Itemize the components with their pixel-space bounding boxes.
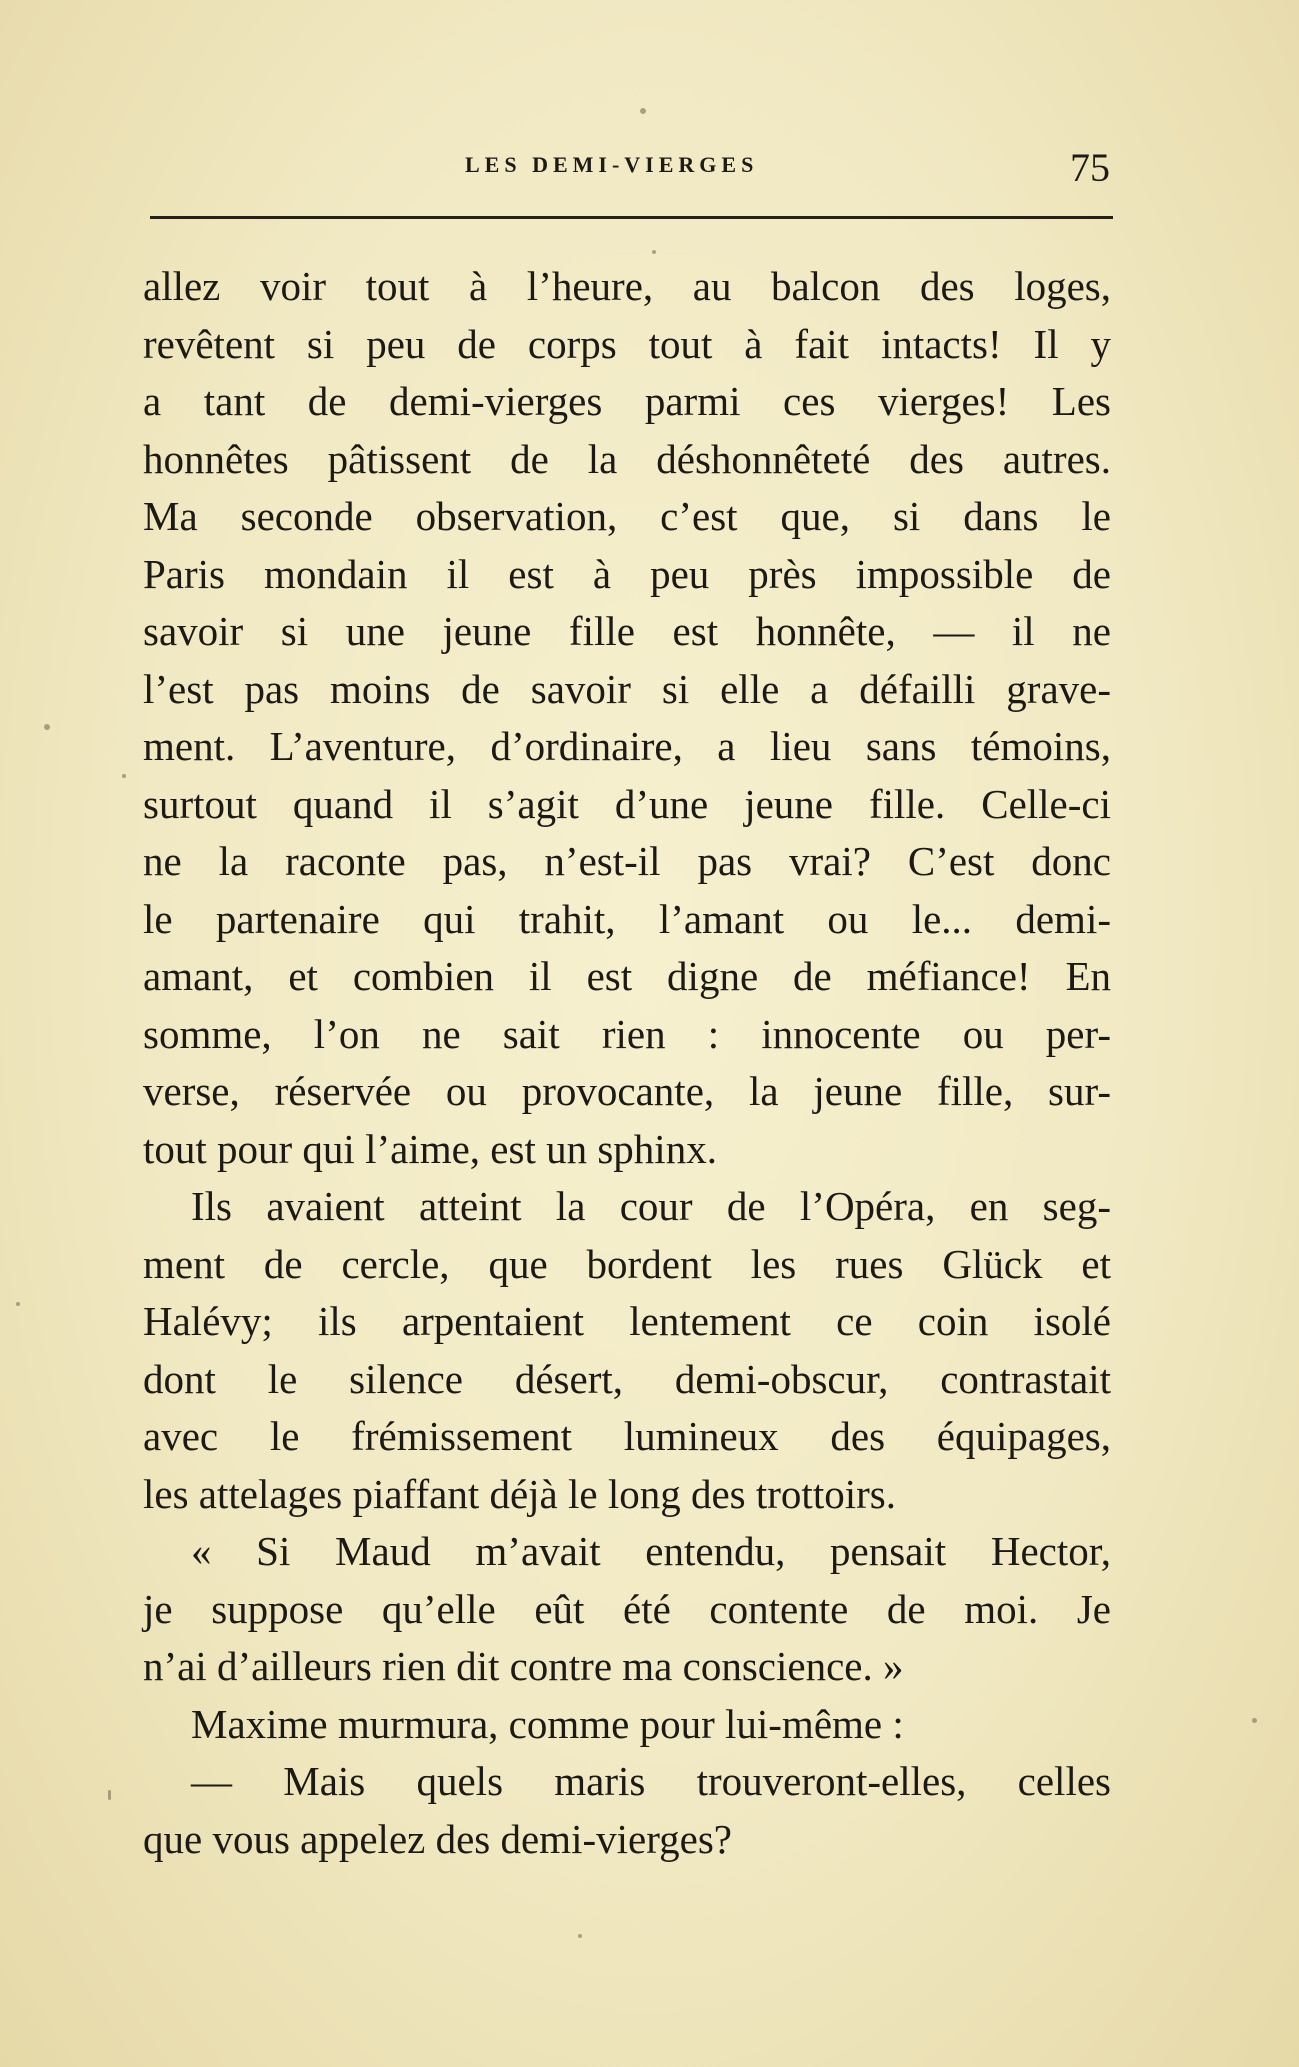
text-line: les attelages piaffant déjà le long des trottoirs.	[143, 1470, 896, 1517]
text-line: honnêtes pâtissent de la déshonnêteté des autres.	[143, 435, 1111, 482]
text-line: — Mais quels maris trouveront-elles, celles	[191, 1758, 1111, 1804]
text-line: ment. L’aventure, d’ordinaire, a lieu sans témoins,	[143, 723, 1111, 769]
text-line: surtout quand il s’agit d’une jeune fille. Celle-ci	[143, 780, 1111, 827]
text-line: ment de cercle, que bordent les rues Glück et	[143, 1240, 1111, 1287]
text-line: dont le silence désert, demi-obscur, contrastait	[143, 1355, 1111, 1402]
text-line: Paris mondain il est à peu près impossible de	[143, 550, 1111, 597]
paper-speck	[1252, 1718, 1257, 1723]
header-rule	[150, 216, 1113, 219]
text-line: n’ai d’ailleurs rien dit contre ma conscience. »	[143, 1643, 904, 1689]
text-line: Ma seconde observation, c’est que, si dans le	[143, 493, 1111, 539]
paper-speck	[578, 1934, 582, 1938]
text-line: l’est pas moins de savoir si elle a défailli grave-	[143, 665, 1111, 712]
text-line: Maxime murmura, comme pour lui-même :	[191, 1700, 904, 1747]
text-line: que vous appelez des demi-vierges?	[143, 1815, 732, 1862]
text-line: somme, l’on ne sait rien : innocente ou per-	[143, 1010, 1111, 1057]
text-line: Halévy; ils arpentaient lentement ce coin isolé	[143, 1298, 1111, 1344]
text-line: « Si Maud m’avait entendu, pensait Hector,	[191, 1528, 1111, 1574]
text-line: avec le frémissement lumineux des équipages,	[143, 1413, 1111, 1459]
paper-speck	[122, 774, 126, 778]
text-line: savoir si une jeune fille est honnête, — il ne	[143, 608, 1111, 654]
running-head	[150, 145, 1110, 190]
paper-speck	[16, 1302, 20, 1306]
text-line: ne la raconte pas, n’est-il pas vrai? C’est donc	[143, 838, 1111, 884]
text-line: amant, et combien il est digne de méfiance! En	[143, 953, 1111, 999]
paper-speck	[108, 1790, 111, 1800]
paper-speck	[640, 108, 646, 114]
paper-speck	[652, 250, 656, 254]
running-title: LES DEMI-VIERGES	[465, 152, 759, 177]
body-text	[143, 258, 1111, 1868]
text-line: tout pour qui l’aime, est un sphinx.	[143, 1125, 717, 1172]
paper-speck	[44, 724, 50, 730]
text-line: revêtent si peu de corps tout à fait intacts! Il y	[143, 320, 1111, 367]
text-line: a tant de demi-vierges parmi ces vierges! Les	[143, 378, 1111, 424]
text-line: allez voir tout à l’heure, au balcon des loges,	[143, 263, 1111, 309]
text-line: verse, réservée ou provocante, la jeune fille, sur-	[143, 1068, 1111, 1114]
text-line: le partenaire qui trahit, l’amant ou le... demi-	[143, 895, 1111, 942]
text-line: Ils avaient atteint la cour de l’Opéra, en seg-	[191, 1183, 1111, 1229]
page-number: 75	[1070, 145, 1110, 190]
text-line: je suppose qu’elle eût été contente de moi. Je	[143, 1585, 1111, 1632]
